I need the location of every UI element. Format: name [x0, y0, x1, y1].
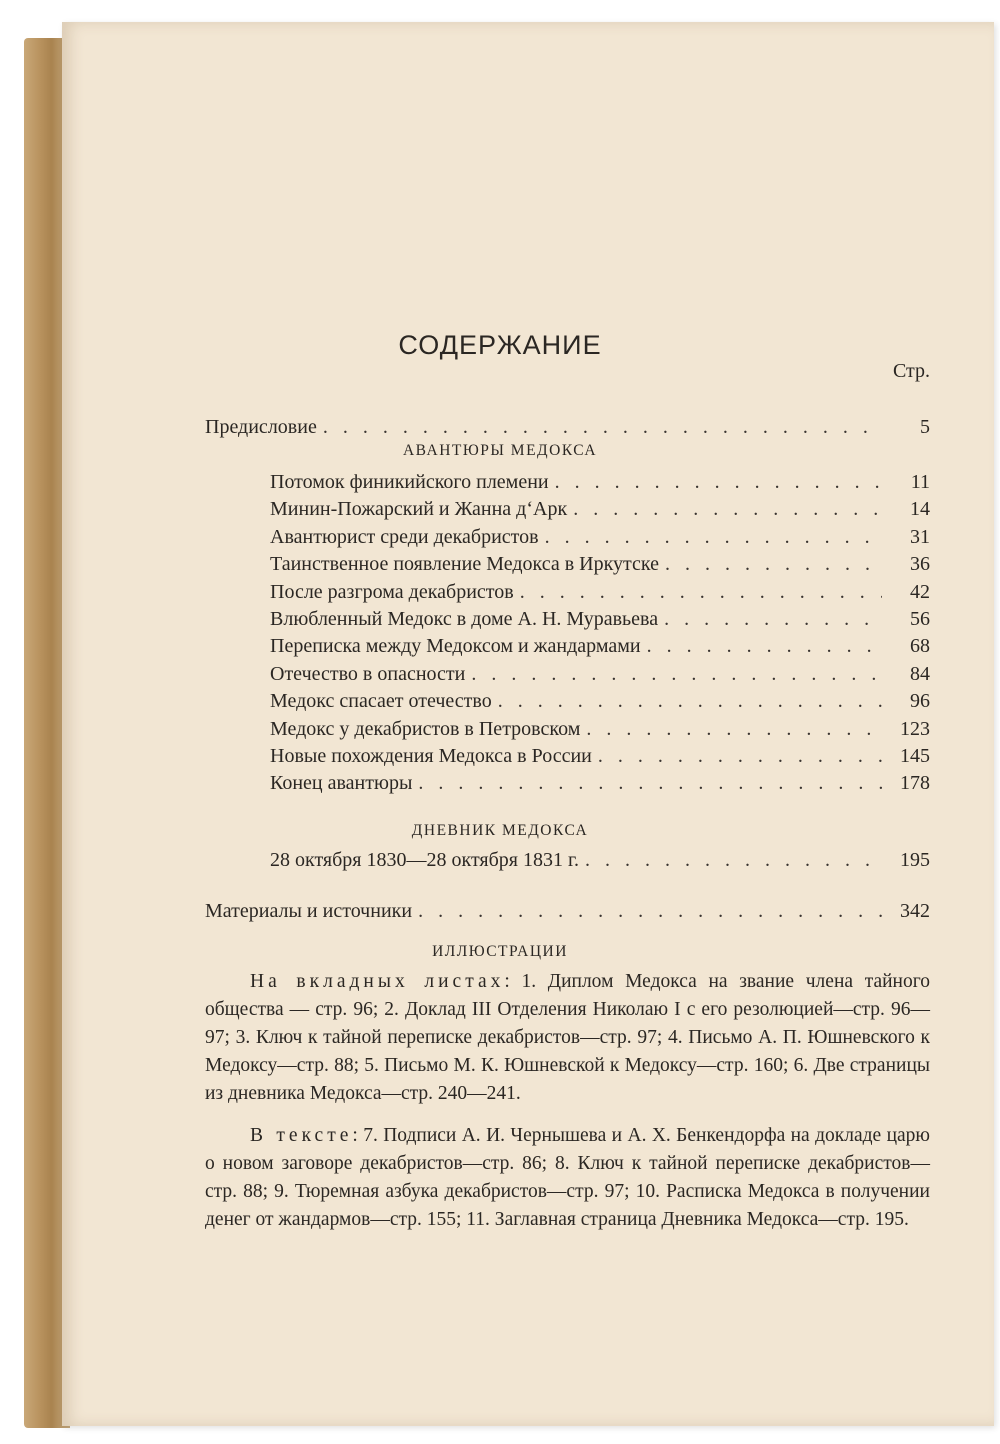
page-title: СОДЕРЖАНИЕ: [398, 330, 602, 360]
toc-entry: [270, 846, 930, 874]
toc-entry-page: 42: [910, 580, 930, 603]
paragraph-text: : 7. Подписи А. И. Чернышева и А. Х. Бенкендорфа на докладе царю о новом заговоре декабристов—стр. 86; 8. Ключ к тайной переписке декабристов—стр. 88; 9. Тюремная азбука декабристов—стр. 97; 10. Расписка Медокса в получении денег от жандармов—стр. 155; 11. Заглавная страница Дневника Медокса—стр. 195.: [205, 1125, 930, 1230]
toc-entry-page: 178: [900, 772, 930, 795]
toc-entry-page: 68: [910, 635, 930, 658]
leader-dots: [520, 578, 882, 606]
leader-dots: [545, 523, 882, 551]
paragraph-text: : 1. Диплом Медокса на звание члена тайного общества — стр. 96; 2. Доклад III Отделения Николаю I с его резолюцией—стр. 96—97; 3. Ключ к тайной переписке декабристов—стр. 97; 4. Письмо А. П. Юшневского к Медоксу—стр. 88; 5. Письмо М. К. Юшневской к Медоксу—стр. 160; 6. Две страницы из дневника Медокса—стр. 240—241.: [205, 971, 931, 1104]
toc-entry-page: 36: [910, 553, 930, 576]
toc-entry-title: Материалы и источники: [205, 900, 413, 922]
leader-dots: [555, 468, 882, 496]
leader-dots: [585, 846, 882, 874]
toc-entry-title: Предисловие: [205, 416, 317, 438]
toc-entry: [270, 605, 930, 633]
leader-dots: [665, 550, 882, 578]
leader-dots: [418, 769, 882, 797]
leader-dots: [647, 632, 882, 660]
toc-entry-materials: [205, 897, 930, 925]
toc-entry: [270, 632, 930, 660]
toc-entry-title: Потомок финикийского племени: [270, 471, 549, 493]
toc-entry-page: 11: [910, 471, 930, 493]
paragraph-lead: На вкладных листах: [250, 971, 505, 992]
toc-entry-title: Авантюрист среди декабристов: [270, 525, 539, 548]
toc-entry-title: 28 октября 1830—28 октября 1831 г.: [270, 849, 579, 871]
toc-entry-title: Конец авантюры: [270, 772, 413, 795]
toc-entry: [270, 687, 930, 715]
toc-entry-page: 123: [900, 717, 930, 740]
toc-entry-page: 5: [920, 416, 930, 438]
toc-entry-title: Медокс спасает отечество: [270, 690, 492, 713]
toc-entry-title: Минин-Пожарский и Жанна д‘Арк: [270, 498, 568, 521]
toc-entry-title: После разгрома декабристов: [270, 580, 514, 603]
section-heading: АВАНТЮРЫ МЕДОКСА: [402, 442, 598, 459]
toc-entry-page: 195: [900, 849, 930, 871]
illustrations-block: [205, 968, 930, 1248]
leader-dots: [418, 897, 882, 925]
section-heading: ДНЕВНИК МЕДОКСА: [411, 822, 589, 839]
toc-entry-page: 31: [910, 525, 930, 548]
leader-dots: [498, 687, 882, 715]
toc-entry-title: Отечество в опасности: [270, 662, 466, 685]
leader-dots: [598, 742, 882, 770]
leader-dots: [573, 495, 882, 523]
toc-entry-page: 145: [900, 745, 930, 767]
toc-entry: [270, 715, 930, 743]
toc-entry-title: Таинственное появление Медокса в Иркутске: [270, 553, 659, 576]
toc-entry-page: 56: [910, 608, 930, 630]
toc-entry-title: Влюбленный Медокс в доме А. Н. Муравьева: [270, 608, 659, 630]
toc-entry-page: 342: [900, 900, 930, 922]
toc-entry: [270, 769, 930, 797]
leader-dots: [471, 660, 882, 688]
page-column-label: Стр.: [892, 360, 930, 382]
toc-entry-preface: [205, 413, 930, 441]
toc-entry: [270, 550, 930, 578]
toc-entry-page: 96: [910, 690, 930, 713]
toc-entry-title: Переписка между Медоксом и жандармами: [270, 635, 641, 658]
toc-entry: [270, 660, 930, 688]
toc-entry: [270, 495, 930, 523]
toc-entry: [270, 578, 930, 606]
illustrations-paragraph: [205, 1122, 930, 1234]
toc-entry-title: Новые похождения Медокса в России: [270, 745, 592, 767]
toc-entry: [270, 742, 930, 770]
section-heading: ИЛЛЮСТРАЦИИ: [432, 943, 568, 960]
toc-entry-page: 84: [910, 662, 930, 685]
toc-entry: [270, 523, 930, 551]
leader-dots: [586, 715, 882, 743]
leader-dots: [664, 605, 882, 633]
illustrations-paragraph: [205, 968, 930, 1108]
leader-dots: [323, 413, 882, 441]
toc-entry-page: 14: [910, 498, 930, 521]
paragraph-lead: В тексте: [250, 1125, 353, 1146]
toc-entry: [270, 468, 930, 496]
toc-entry-title: Медокс у декабристов в Петровском: [270, 717, 581, 740]
